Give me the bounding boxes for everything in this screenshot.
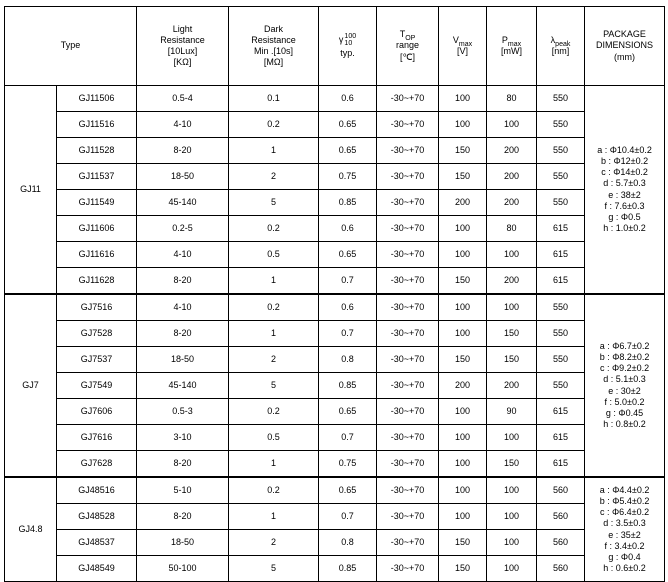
table-row (5, 451, 665, 478)
dark-resistance-cell: 0.2 (229, 477, 319, 504)
top-range-cell: -30~+70 (377, 268, 439, 295)
table-row (5, 530, 665, 556)
header-dark-line4: [MΩ] (263, 57, 284, 68)
vmax-cell: 100 (439, 242, 487, 268)
gamma-cell: 0.65 (319, 242, 377, 268)
package-dimensions-cell (585, 294, 665, 477)
table-row (5, 321, 665, 347)
vmax-cell: 100 (439, 112, 487, 138)
lpeak-sub: peak (555, 40, 571, 48)
header-vmax-unit: [V] (457, 46, 469, 56)
dark-resistance-cell: 0.1 (229, 86, 319, 112)
top-range-cell: -30~+70 (377, 190, 439, 216)
lpeak-cell: 550 (537, 112, 585, 138)
gamma-sup: 100 (344, 33, 357, 41)
top-range-cell: -30~+70 (377, 556, 439, 582)
gamma-cell: 0.8 (319, 530, 377, 556)
top-range-cell: -30~+70 (377, 373, 439, 399)
lpeak-cell: 550 (537, 321, 585, 347)
gamma-sub: 10 (344, 40, 353, 48)
light-resistance-cell: 4-10 (137, 294, 229, 321)
table-row (5, 504, 665, 530)
package-dimension-line: g : Φ0.45 (605, 408, 644, 418)
top-range-cell: -30~+70 (377, 347, 439, 373)
light-resistance-cell: 8-20 (137, 138, 229, 164)
package-dimension-line: g : Φ0.5 (608, 212, 641, 222)
table-row (5, 347, 665, 373)
type-code-cell: GJ7549 (57, 373, 137, 399)
dark-resistance-cell: 0.2 (229, 112, 319, 138)
header-light-line2: Resistance (160, 34, 205, 45)
light-resistance-cell: 0.2-5 (137, 216, 229, 242)
dark-resistance-cell: 0.5 (229, 425, 319, 451)
table-row (5, 373, 665, 399)
lpeak-cell: 550 (537, 347, 585, 373)
gamma-cell: 0.65 (319, 477, 377, 504)
package-dimension-line: h : 1.0±0.2 (603, 223, 646, 234)
vmax-cell: 100 (439, 451, 487, 478)
lpeak-cell: 615 (537, 451, 585, 478)
type-code-cell: GJ7616 (57, 425, 137, 451)
header-dark-line1: Dark (264, 23, 284, 34)
type-code-cell: GJ48516 (57, 477, 137, 504)
table-row (5, 242, 665, 268)
pmax-cell: 100 (487, 242, 537, 268)
table-row (5, 138, 665, 164)
type-code-cell: GJ11606 (57, 216, 137, 242)
type-code-cell: GJ11516 (57, 112, 137, 138)
type-code-cell: GJ11549 (57, 190, 137, 216)
pmax-cell: 200 (487, 373, 537, 399)
header-lambda-peak (537, 7, 585, 86)
header-dark-resistance (229, 7, 319, 86)
type-code-cell: GJ7528 (57, 321, 137, 347)
gamma-cell: 0.75 (319, 164, 377, 190)
dark-resistance-cell: 1 (229, 504, 319, 530)
type-code-cell: GJ7537 (57, 347, 137, 373)
package-dimension-line: e : 35±2 (608, 529, 641, 540)
header-vmax (439, 7, 487, 86)
table-row (5, 294, 665, 321)
table-row (5, 399, 665, 425)
dark-resistance-cell: 5 (229, 190, 319, 216)
header-lpeak-symbol (537, 35, 584, 46)
pmax-cell: 200 (487, 268, 537, 295)
top-glyph: T (399, 29, 406, 40)
table-row (5, 86, 665, 112)
lpeak-cell: 560 (537, 504, 585, 530)
header-dark-line3: Min .[10s] (254, 46, 294, 56)
top-range-cell: -30~+70 (377, 530, 439, 556)
type-code-cell: GJ7516 (57, 294, 137, 321)
lpeak-cell: 615 (537, 399, 585, 425)
top-range-cell: -30~+70 (377, 451, 439, 478)
pmax-cell: 100 (487, 294, 537, 321)
header-pmax-symbol (487, 35, 536, 46)
package-dimension-line: a : Φ4.4±0.2 (599, 484, 650, 495)
header-light-resistance (137, 7, 229, 86)
lpeak-cell: 550 (537, 86, 585, 112)
pmax-cell: 150 (487, 347, 537, 373)
top-range-cell: -30~+70 (377, 242, 439, 268)
light-resistance-cell: 4-10 (137, 112, 229, 138)
dark-resistance-cell: 5 (229, 556, 319, 582)
package-dimension-line: g : Φ0.4 (608, 552, 641, 562)
header-type (5, 7, 137, 86)
header-pmax (487, 7, 537, 86)
light-resistance-cell: 8-20 (137, 451, 229, 478)
gamma-cell: 0.7 (319, 268, 377, 295)
package-dimension-line: f : 7.6±0.3 (604, 200, 645, 211)
header-pmax-unit: [mW] (501, 46, 523, 56)
light-resistance-cell: 45-140 (137, 190, 229, 216)
type-code-cell: GJ48549 (57, 556, 137, 582)
dark-resistance-cell: 2 (229, 164, 319, 190)
gamma-cell: 0.7 (319, 504, 377, 530)
dark-resistance-cell: 2 (229, 347, 319, 373)
lpeak-cell: 560 (537, 556, 585, 582)
header-dark-line2: Resistance (251, 34, 296, 45)
header-lpeak-unit: [nm] (551, 46, 570, 56)
dark-resistance-cell: 1 (229, 321, 319, 347)
type-code-cell: GJ48537 (57, 530, 137, 556)
lpeak-cell: 550 (537, 190, 585, 216)
pmax-cell: 80 (487, 86, 537, 112)
pmax-cell: 100 (487, 112, 537, 138)
package-dimension-line: c : Φ9.2±0.2 (599, 363, 650, 373)
package-dimension-line: c : Φ6.4±0.2 (599, 507, 650, 517)
gamma-cell: 0.85 (319, 556, 377, 582)
lpeak-cell: 560 (537, 477, 585, 504)
gamma-cell: 0.65 (319, 399, 377, 425)
table-body (5, 86, 665, 582)
dark-resistance-cell: 0.2 (229, 399, 319, 425)
type-code-cell: GJ7606 (57, 399, 137, 425)
lpeak-cell: 615 (537, 425, 585, 451)
lpeak-cell: 550 (537, 164, 585, 190)
top-sub: OP (405, 34, 416, 42)
dark-resistance-cell: 0.5 (229, 242, 319, 268)
light-resistance-cell: 0.5-3 (137, 399, 229, 425)
type-code-cell: GJ7628 (57, 451, 137, 478)
gamma-cell: 0.85 (319, 373, 377, 399)
top-range-cell: -30~+70 (377, 138, 439, 164)
vmax-cell: 150 (439, 164, 487, 190)
package-dimension-line: f : 3.4±0.2 (604, 540, 645, 551)
type-code-cell: GJ11537 (57, 164, 137, 190)
package-dimension-line: b : Φ12±0.2 (600, 155, 649, 166)
header-gamma (319, 7, 377, 86)
light-resistance-cell: 8-20 (137, 321, 229, 347)
vmax-cell: 150 (439, 138, 487, 164)
lpeak-cell: 550 (537, 138, 585, 164)
table-row (5, 164, 665, 190)
light-resistance-cell: 5-10 (137, 477, 229, 504)
vmax-cell: 100 (439, 321, 487, 347)
light-resistance-cell: 18-50 (137, 530, 229, 556)
gamma-glyph: γ (338, 34, 344, 45)
package-dimension-line: c : Φ14±0.2 (601, 167, 648, 177)
light-resistance-cell: 3-10 (137, 425, 229, 451)
dark-resistance-cell: 5 (229, 373, 319, 399)
dark-resistance-cell: 1 (229, 451, 319, 478)
header-package-dimensions (585, 7, 665, 86)
package-dimension-line: h : 0.8±0.2 (603, 419, 646, 430)
top-range-cell: -30~+70 (377, 477, 439, 504)
vmax-cell: 100 (439, 86, 487, 112)
top-range-cell: -30~+70 (377, 216, 439, 242)
pmax-cell: 100 (487, 477, 537, 504)
gamma-cell: 0.65 (319, 112, 377, 138)
header-top-range (377, 7, 439, 86)
package-dimension-line: e : 30±2 (608, 385, 641, 396)
package-dimension-line: f : 5.0±0.2 (604, 396, 645, 407)
top-range-cell: -30~+70 (377, 399, 439, 425)
table-row (5, 268, 665, 295)
pmax-sub: max (507, 40, 522, 48)
pmax-cell: 90 (487, 399, 537, 425)
vmax-cell: 200 (439, 373, 487, 399)
pmax-cell: 200 (487, 190, 537, 216)
header-top-line3: [℃] (399, 51, 416, 62)
lpeak-cell: 615 (537, 242, 585, 268)
header-top-line2: range (396, 40, 420, 51)
header-light-line3: [10Lux] (167, 46, 198, 56)
vmax-cell: 100 (439, 216, 487, 242)
gamma-cell: 0.65 (319, 138, 377, 164)
header-light-line1: Light (172, 23, 193, 34)
pmax-cell: 150 (487, 451, 537, 478)
specification-table (4, 6, 665, 582)
type-code-cell: GJ48528 (57, 504, 137, 530)
header-gamma-symbol (319, 33, 376, 48)
pmax-cell: 100 (487, 425, 537, 451)
package-dimension-line: a : Φ6.7±0.2 (599, 340, 650, 351)
pmax-cell: 200 (487, 164, 537, 190)
package-dimension-line: d : 3.5±0.3 (603, 518, 646, 529)
dark-resistance-cell: 1 (229, 138, 319, 164)
package-dimension-line: b : Φ5.4±0.2 (599, 495, 650, 506)
lpeak-cell: 615 (537, 268, 585, 295)
table-row (5, 425, 665, 451)
header-top-symbol (377, 29, 438, 40)
pmax-glyph: P (501, 34, 508, 45)
light-resistance-cell: 50-100 (137, 556, 229, 582)
pmax-cell: 80 (487, 216, 537, 242)
type-code-cell: GJ11616 (57, 242, 137, 268)
table-row (5, 556, 665, 582)
light-resistance-cell: 18-50 (137, 347, 229, 373)
vmax-glyph: V (452, 34, 459, 45)
package-dimension-line: d : 5.1±0.3 (603, 374, 646, 385)
package-dimension-line: a : Φ10.4±0.2 (597, 144, 652, 155)
dark-resistance-cell: 2 (229, 530, 319, 556)
dark-resistance-cell: 0.2 (229, 216, 319, 242)
vmax-cell: 150 (439, 347, 487, 373)
top-range-cell: -30~+70 (377, 86, 439, 112)
vmax-cell: 100 (439, 477, 487, 504)
lpeak-glyph: λ (550, 34, 556, 45)
gamma-cell: 0.7 (319, 321, 377, 347)
table-row (5, 216, 665, 242)
header-package-line1: PACKAGE (603, 29, 646, 40)
pmax-cell: 200 (487, 138, 537, 164)
gamma-cell: 0.8 (319, 347, 377, 373)
pmax-cell: 100 (487, 504, 537, 530)
header-gamma-note: typ. (340, 47, 355, 58)
table-row (5, 477, 665, 504)
table-row (5, 190, 665, 216)
gamma-cell: 0.75 (319, 451, 377, 478)
header-type-label: Type (60, 40, 81, 51)
vmax-cell: 150 (439, 530, 487, 556)
vmax-cell: 100 (439, 294, 487, 321)
type-group-cell: GJ4.8 (5, 477, 57, 582)
light-resistance-cell: 4-10 (137, 242, 229, 268)
top-range-cell: -30~+70 (377, 425, 439, 451)
lpeak-cell: 560 (537, 530, 585, 556)
vmax-cell: 100 (439, 504, 487, 530)
vmax-cell: 200 (439, 190, 487, 216)
type-code-cell: GJ11528 (57, 138, 137, 164)
table-header (5, 7, 665, 86)
package-dimensions-cell (585, 477, 665, 582)
type-code-cell: GJ11506 (57, 86, 137, 112)
vmax-cell: 150 (439, 556, 487, 582)
light-resistance-cell: 18-50 (137, 164, 229, 190)
pmax-cell: 100 (487, 556, 537, 582)
top-range-cell: -30~+70 (377, 504, 439, 530)
table-row (5, 112, 665, 138)
top-range-cell: -30~+70 (377, 112, 439, 138)
light-resistance-cell: 8-20 (137, 268, 229, 295)
package-dimension-line: e : 38±2 (608, 189, 641, 200)
top-range-cell: -30~+70 (377, 294, 439, 321)
type-code-cell: GJ11628 (57, 268, 137, 295)
light-resistance-cell: 0.5-4 (137, 86, 229, 112)
header-vmax-symbol (439, 35, 486, 46)
pmax-cell: 150 (487, 321, 537, 347)
light-resistance-cell: 8-20 (137, 504, 229, 530)
top-range-cell: -30~+70 (377, 321, 439, 347)
header-package-line3: (mm) (614, 51, 636, 62)
header-light-line4: [KΩ] (173, 57, 192, 68)
vmax-cell: 150 (439, 268, 487, 295)
pmax-cell: 100 (487, 530, 537, 556)
package-dimension-line: b : Φ8.2±0.2 (599, 351, 650, 362)
gamma-cell: 0.7 (319, 425, 377, 451)
dark-resistance-cell: 1 (229, 268, 319, 295)
package-dimension-line: h : 0.6±0.2 (603, 563, 646, 574)
lpeak-cell: 550 (537, 373, 585, 399)
top-range-cell: -30~+70 (377, 164, 439, 190)
dark-resistance-cell: 0.2 (229, 294, 319, 321)
light-resistance-cell: 45-140 (137, 373, 229, 399)
vmax-cell: 100 (439, 425, 487, 451)
gamma-cell: 0.85 (319, 190, 377, 216)
package-dimensions-cell (585, 86, 665, 295)
header-package-line2: DIMENSIONS (596, 40, 654, 51)
gamma-cell: 0.6 (319, 294, 377, 321)
vmax-cell: 100 (439, 399, 487, 425)
gamma-cell: 0.6 (319, 86, 377, 112)
lpeak-cell: 550 (537, 294, 585, 321)
type-group-cell: GJ7 (5, 294, 57, 477)
gamma-cell: 0.6 (319, 216, 377, 242)
type-group-cell: GJ11 (5, 86, 57, 295)
package-dimension-line: d : 5.7±0.3 (603, 178, 646, 189)
vmax-sub: max (458, 40, 473, 48)
lpeak-cell: 615 (537, 216, 585, 242)
header-row (5, 7, 665, 86)
